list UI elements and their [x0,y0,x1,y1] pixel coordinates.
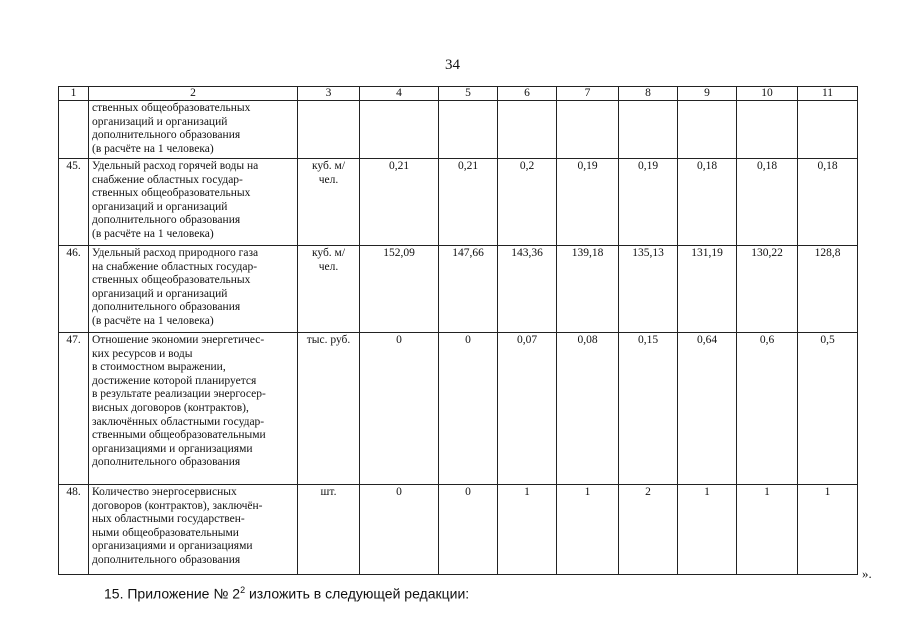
indicator-description [89,159,298,246]
description-line: организациями и организациями [92,540,253,553]
value-cell: 0 [360,333,439,485]
description-line: висных договоров (контрактов), [92,401,249,414]
data-table [58,86,858,575]
amendment-superscript: 2 [240,585,246,595]
description-line: организаций и организаций [92,115,228,128]
header-cell: 2 [89,87,298,101]
value-cell: 0,2 [498,159,557,246]
header-cell: 5 [439,87,498,101]
unit-cell: шт. [298,485,360,575]
description-line: организаций и организаций [92,200,228,213]
header-cell: 3 [298,87,360,101]
value-cell: 0,21 [360,159,439,246]
value-cell [798,101,858,159]
description-line: (в расчёте на 1 человека) [92,314,214,327]
description-line: на снабжение областных государ- [92,260,258,273]
value-cell: 0 [439,485,498,575]
description-line: Удельный расход горячей воды на [92,160,259,172]
description-line: организаций и организаций [92,287,228,300]
indicator-description [89,246,298,333]
value-cell [737,101,798,159]
value-cell [619,101,678,159]
description-line: снабжение областных государ- [92,173,243,186]
value-cell: 0 [360,485,439,575]
description-line: дополнительного образования [92,214,241,227]
value-cell: 0,15 [619,333,678,485]
table-row [59,246,858,333]
row-number: 46. [59,246,89,333]
header-cell: 4 [360,87,439,101]
closing-quote: ». [862,566,872,581]
value-cell: 0 [439,333,498,485]
description-line: ственными общеобразовательными [92,429,266,442]
description-line: (в расчёте на 1 человека) [92,227,214,240]
description-line: достижение которой планируется [92,374,257,387]
value-cell: 0,5 [798,333,858,485]
description-line: ственных общеобразовательных [92,102,251,114]
header-cell: 7 [557,87,619,101]
header-row [59,87,858,101]
page-number: 34 [445,57,460,73]
value-cell: 152,09 [360,246,439,333]
description-line: ных областными государствен- [92,513,245,526]
row-number: 48. [59,485,89,575]
row-number: 47. [59,333,89,485]
table-row [59,333,858,485]
indicator-description [89,333,298,485]
description-line: Удельный расход природного газа [92,247,259,259]
value-cell: 1 [798,485,858,575]
row-number: 45. [59,159,89,246]
header-cell: 6 [498,87,557,101]
value-cell: 130,22 [737,246,798,333]
description-line: (в расчёте на 1 человека) [92,142,214,155]
description-line: ких ресурсов и воды [92,347,193,360]
value-cell: 1 [678,485,737,575]
description-line: дополнительного образования [92,301,241,314]
header-cell: 1 [59,87,89,101]
value-cell [678,101,737,159]
description-line: ными общеобразовательными [92,526,239,539]
amendment-text-after: изложить в следующей редакции: [245,585,470,602]
value-cell: 1 [737,485,798,575]
header-cell: 10 [737,87,798,101]
unit-cell: куб. м/ чел. [298,159,360,246]
description-line: ственных общеобразовательных [92,187,251,200]
description-line: заключённых областными государ- [92,415,265,428]
description-line: дополнительного образования [92,456,241,469]
value-cell: 143,36 [498,246,557,333]
value-cell: 147,66 [439,246,498,333]
unit-cell: тыс. руб. [298,333,360,485]
unit-cell [298,101,360,159]
value-cell [557,101,619,159]
header-cell: 8 [619,87,678,101]
indicator-description [89,101,298,159]
value-cell: 131,19 [678,246,737,333]
value-cell [360,101,439,159]
description-line: Количество энергосервисных [92,486,237,498]
value-cell: 0,08 [557,333,619,485]
amendment-text: 15. Приложение № 2 [104,585,241,602]
value-cell: 0,18 [678,159,737,246]
description-line: в результате реализации энергосер- [92,388,266,401]
value-cell: 135,13 [619,246,678,333]
row-number [59,101,89,159]
description-line: дополнительного образования [92,553,241,566]
value-cell: 0,18 [798,159,858,246]
value-cell: 0,21 [439,159,498,246]
header-cell: 9 [678,87,737,101]
unit-cell: куб. м/ чел. [298,246,360,333]
header-cell: 11 [798,87,858,101]
description-line: в стоимостном выражении, [92,361,226,374]
table-row [59,159,858,246]
value-cell: 1 [557,485,619,575]
value-cell [439,101,498,159]
description-line: ственных общеобразовательных [92,274,251,287]
description-line: договоров (контрактов), заключён- [92,499,263,512]
value-cell: 128,8 [798,246,858,333]
value-cell: 1 [498,485,557,575]
amendment-paragraph [104,585,469,602]
description-line: организациями и организациями [92,442,253,455]
value-cell: 139,18 [557,246,619,333]
value-cell: 0,18 [737,159,798,246]
value-cell: 0,07 [498,333,557,485]
value-cell [498,101,557,159]
table-row [59,101,858,159]
value-cell: 0,19 [557,159,619,246]
value-cell: 0,19 [619,159,678,246]
indicator-description [89,485,298,575]
table-row [59,485,858,575]
value-cell: 0,64 [678,333,737,485]
value-cell: 2 [619,485,678,575]
description-line: дополнительного образования [92,129,241,142]
value-cell: 0,6 [737,333,798,485]
description-line: Отношение экономии энергетичес- [92,334,265,346]
